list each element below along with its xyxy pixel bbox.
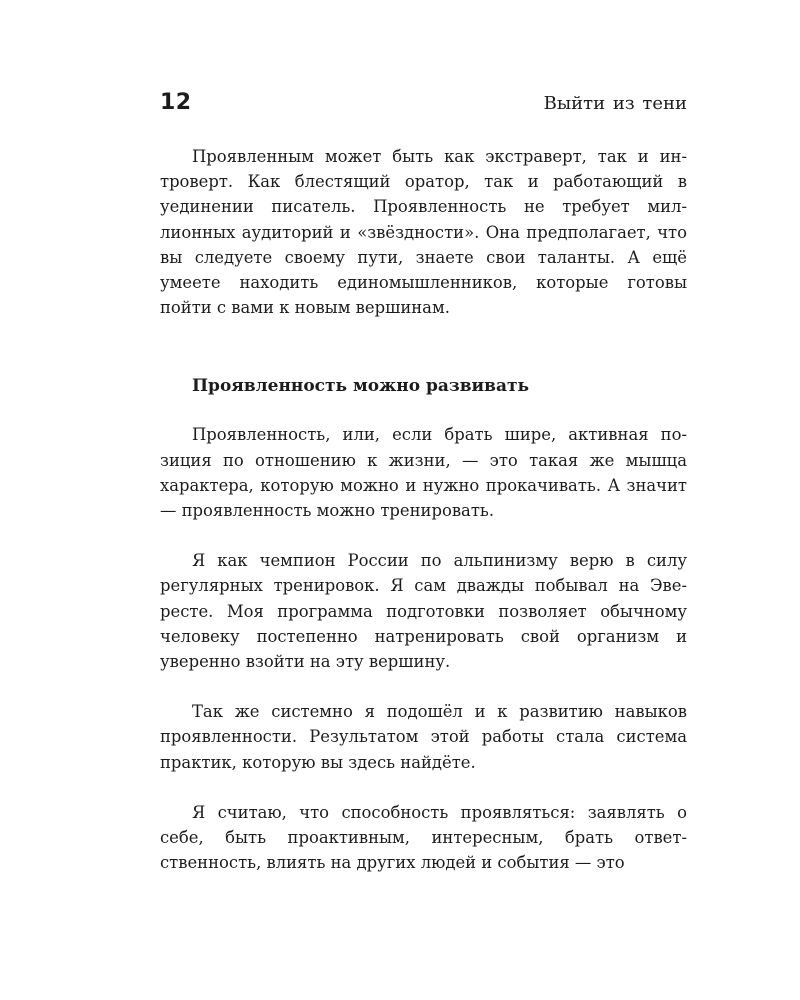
book-page xyxy=(160,90,687,875)
body-paragraph-2: Я как чемпион России по альпинизму верю в силу регулярных тренировок. Я сам дважды побывал на Эвересте. Моя программа подготовки позволяет обычному человеку постепенно натренировать свой организм и уверенно взойти на эту вершину. xyxy=(160,551,687,672)
intro-paragraph: Проявленным может быть как экстраверт, так и интроверт. Как блестящий оратор, так и работающий в уединении писатель. Проявленность не требует миллионных аудиторий и «звёздности». Она предполагает, что вы следуете своему пути, знаете свои таланты. А ещё умеете находить единомышленников, которые готовы пойти с вами к новым вершинам. xyxy=(160,147,687,318)
running-title: Выйти из тени xyxy=(543,93,687,114)
section-heading: Проявленность можно развивать xyxy=(192,376,530,397)
body-paragraph-4: Я считаю, что способность проявляться: заявлять о себе, быть проактивным, интересным, брать ответственность, влиять на других людей и события — это xyxy=(160,802,687,873)
body-paragraph-1: Проявленность, или, если брать шире, активная позиция по отношению к жизни, — это такая же мышца характера, которую можно и нужно прокачивать. А значит — проявленность можно тренировать. xyxy=(160,425,687,521)
page-number: 12 xyxy=(160,90,192,115)
body-paragraph-3: Так же системно я подошёл и к развитию навыков проявленности. Результатом этой работы стала система практик, которую вы здесь найдёте. xyxy=(160,702,687,772)
running-head xyxy=(160,90,687,120)
